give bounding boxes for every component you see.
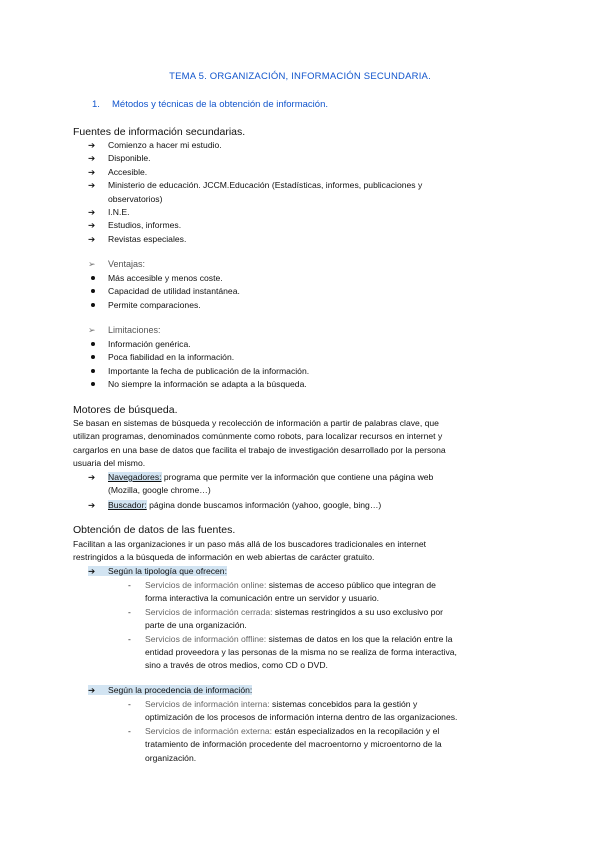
- list-item: No siempre la información se adapta a la búsqueda.: [108, 379, 307, 390]
- arrow-icon: ➔: [88, 233, 96, 244]
- navegadores-item: ➔ Navegadores: programa que permite ver la información que contiene una página web (Mozilla, google chrome…): [88, 472, 434, 496]
- buscador-item: ➔ Buscador: página donde buscamos información (yahoo, google, bing…): [88, 499, 381, 512]
- subtitle-number: 1.: [92, 99, 100, 110]
- list-item: ➔ Comienzo a hacer mi estudio.: [88, 139, 422, 152]
- dash-icon: -: [128, 725, 131, 736]
- list-item: Más accesible y menos coste.: [108, 273, 223, 283]
- ventajas-list: [88, 272, 240, 312]
- arrow-icon: ➔: [88, 685, 96, 695]
- arrow-icon: ➔: [88, 140, 96, 150]
- list-item: ➔ Accesible.: [88, 166, 422, 179]
- motores-heading: Motores de búsqueda.: [73, 404, 178, 416]
- arrow-icon: ➔: [88, 180, 96, 191]
- arrow-icon: ➔: [88, 207, 96, 218]
- arrow-icon: ➔: [88, 500, 96, 510]
- dash-icon: -: [128, 606, 131, 617]
- motores-paragraph: Se basan en sistemas de búsqueda y recolección de información a partir de palabras clave, que utilizan programas, denominados comúnmente como robots, para localizar recursos en internet y cargarlos en una base de datos que facilita el trabajo de investigación desarrollado por la persona usuaria del mismo.: [73, 418, 446, 469]
- procedencia-label: ➔ Según la procedencia de información:: [88, 684, 252, 697]
- arrow-icon: ➔: [88, 166, 96, 177]
- list-item: Información genérica.: [108, 339, 191, 349]
- dash-icon: -: [128, 699, 131, 709]
- list-item: ➔ Estudios, informes.: [88, 219, 422, 232]
- limitaciones-label: ➢ Limitaciones:: [88, 325, 161, 335]
- list-item: - Servicios de información interna: sistemas concebidos para la gestión y optimización de los procesos de información interna dentro de las organizaciones.: [128, 699, 458, 723]
- list-item: Importante la fecha de publicación de la información.: [108, 365, 310, 376]
- ventajas-label: ➢ Ventajas:: [88, 259, 146, 269]
- open-arrow-icon: ➢: [88, 259, 96, 269]
- tipologia-list: [128, 579, 523, 673]
- tipologia-label: ➔ Según la tipología que ofrecen:: [88, 565, 227, 578]
- list-item: - Servicios de información cerrada: sistemas restringidos a su uso exclusivo por parte de una organización.: [128, 606, 444, 631]
- arrow-icon: ➔: [88, 472, 96, 482]
- list-item: ➔ Revistas especiales.: [88, 233, 422, 246]
- list-item: ➔ Disponible.: [88, 152, 422, 165]
- list-item: Permite comparaciones.: [108, 299, 201, 310]
- fuentes-list: [88, 139, 422, 246]
- obtencion-paragraph: Facilitan a las organizaciones ir un paso más allá de los buscadores tradicionales en internet restringidos a la búsqueda de información en web abiertas de carácter gratuito.: [73, 539, 427, 563]
- arrow-icon: ➔: [88, 220, 96, 231]
- list-item: Poca fiabilidad en la información.: [108, 352, 235, 363]
- arrow-icon: ➔: [88, 566, 96, 576]
- list-item: ➔ I.N.E.: [88, 206, 422, 219]
- obtencion-heading: Obtención de datos de las fuentes.: [73, 524, 236, 536]
- arrow-icon: ➔: [88, 153, 96, 164]
- procedencia-list: [128, 698, 523, 765]
- navegadores-term: Navegadores:: [108, 472, 162, 482]
- list-item: - Servicios de información offline: sistemas de datos en los que la relación entre la entidad proveedora y las personas de la misma no se realiza de forma interactiva, sino a través de otros medios, como CD o DVD.: [128, 633, 457, 671]
- list-item: ➔ Ministerio de educación. JCCM.Educación (Estadísticas, informes, publicaciones y observatorios): [88, 180, 423, 204]
- fuentes-heading: Fuentes de información secundarias.: [73, 126, 246, 138]
- list-item: - Servicios de información online: sistemas de acceso público que integran de forma interactiva la comunicación entre un servidor y usuario.: [128, 580, 436, 604]
- list-item: - Servicios de información externa: están especializados en la recopilación y el tratamiento de información procedente del macroentorno y microentorno de la organización.: [128, 725, 442, 763]
- section-subtitle: [92, 99, 328, 110]
- list-item: Capacidad de utilidad instantánea.: [108, 286, 240, 297]
- dash-icon: -: [128, 633, 131, 644]
- dash-icon: -: [128, 580, 131, 590]
- document-title: TEMA 5. ORGANIZACIÓN, INFORMACIÓN SECUNDARIA.: [169, 71, 431, 82]
- subtitle-text: Métodos y técnicas de la obtención de información.: [112, 99, 328, 110]
- limitaciones-list: [88, 338, 309, 392]
- buscador-term: Buscador:: [108, 500, 147, 510]
- open-arrow-icon: ➢: [88, 325, 96, 335]
